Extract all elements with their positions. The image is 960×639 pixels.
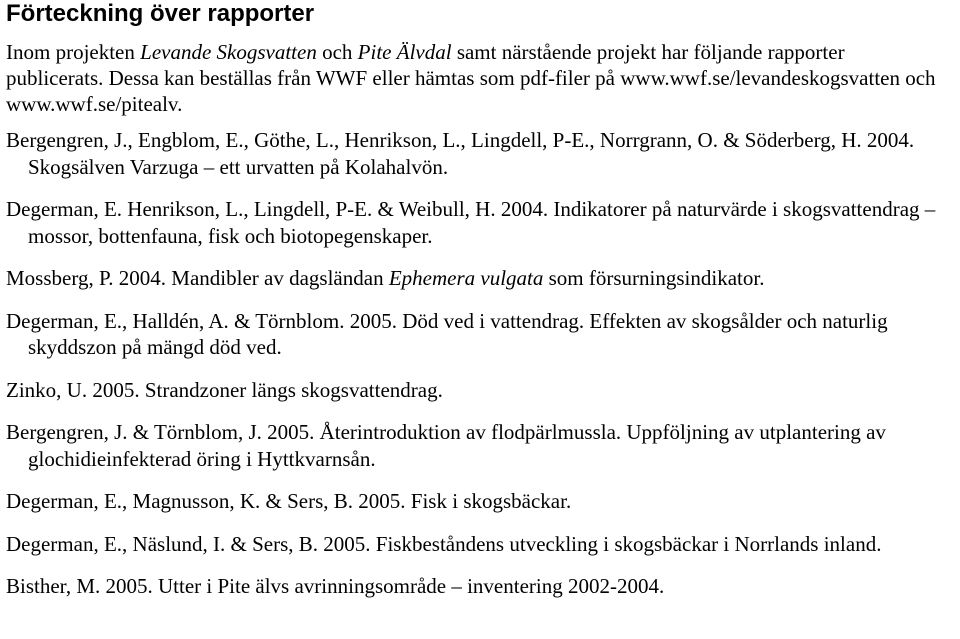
reference-item-6: Bergengren, J. & Törnblom, J. 2005. Återintroduktion av flodpärlmussla. Uppföljning av utplantering av glochidieinfekterad öring i Hyttkvarnsån. [6, 420, 886, 471]
page-title: Förteckning över rapporter [6, 0, 315, 27]
intro-text-3: samt närstående projekt har följande rapporter publicerats. Dessa kan beställas från WWF eller hämtas som pdf-filer på www.wwf.se/levandeskogsvatten och www.wwf.se/pitealv. [6, 40, 936, 116]
reference-item-2: Degerman, E. Henrikson, L., Lingdell, P-E. & Weibull, H. 2004. Indikatorer på naturvärde i skogsvattendrag – mossor, bottenfauna, fisk och biotopegenskaper. [6, 197, 936, 248]
reference-text: som försurningsindikator. [543, 266, 765, 290]
intro-text-2: och [316, 40, 358, 64]
reference-item-9: Bisther, M. 2005. Utter i Pite älvs avrinningsområde – inventering 2002-2004. [6, 574, 665, 598]
project-name-pite-alvdal: Pite Älvdal [357, 40, 452, 64]
document-page [6, 0, 960, 616]
intro-paragraph [6, 39, 946, 117]
reference-text: Mossberg, P. 2004. Mandibler av dagsländan [6, 266, 389, 290]
intro-text-1: Inom projekten [6, 40, 141, 64]
project-name-levande-skogsvatten: Levande Skogsvatten [140, 40, 317, 64]
reference-list [6, 127, 960, 600]
reference-item-7: Degerman, E., Magnusson, K. & Sers, B. 2005. Fisk i skogsbäckar. [6, 489, 572, 513]
reference-item-3 [6, 265, 960, 292]
reference-item-1: Bergengren, J., Engblom, E., Göthe, L., Henrikson, L., Lingdell, P-E., Norrgrann, O. & Söderberg, H. 2004. Skogsälven Varzuga – ett urvatten på Kolahalvön. [6, 128, 915, 179]
reference-item-5: Zinko, U. 2005. Strandzoner längs skogsvattendrag. [6, 377, 443, 402]
reference-item-8: Degerman, E., Näslund, I. & Sers, B. 2005. Fiskbeståndens utveckling i skogsbäckar i Norrlands inland. [6, 531, 882, 556]
species-name: Ephemera vulgata [388, 266, 544, 290]
reference-item-4: Degerman, E., Halldén, A. & Törnblom. 2005. Död ved i vattendrag. Effekten av skogsålder och naturlig skyddszon på mängd död ved. [6, 308, 888, 359]
